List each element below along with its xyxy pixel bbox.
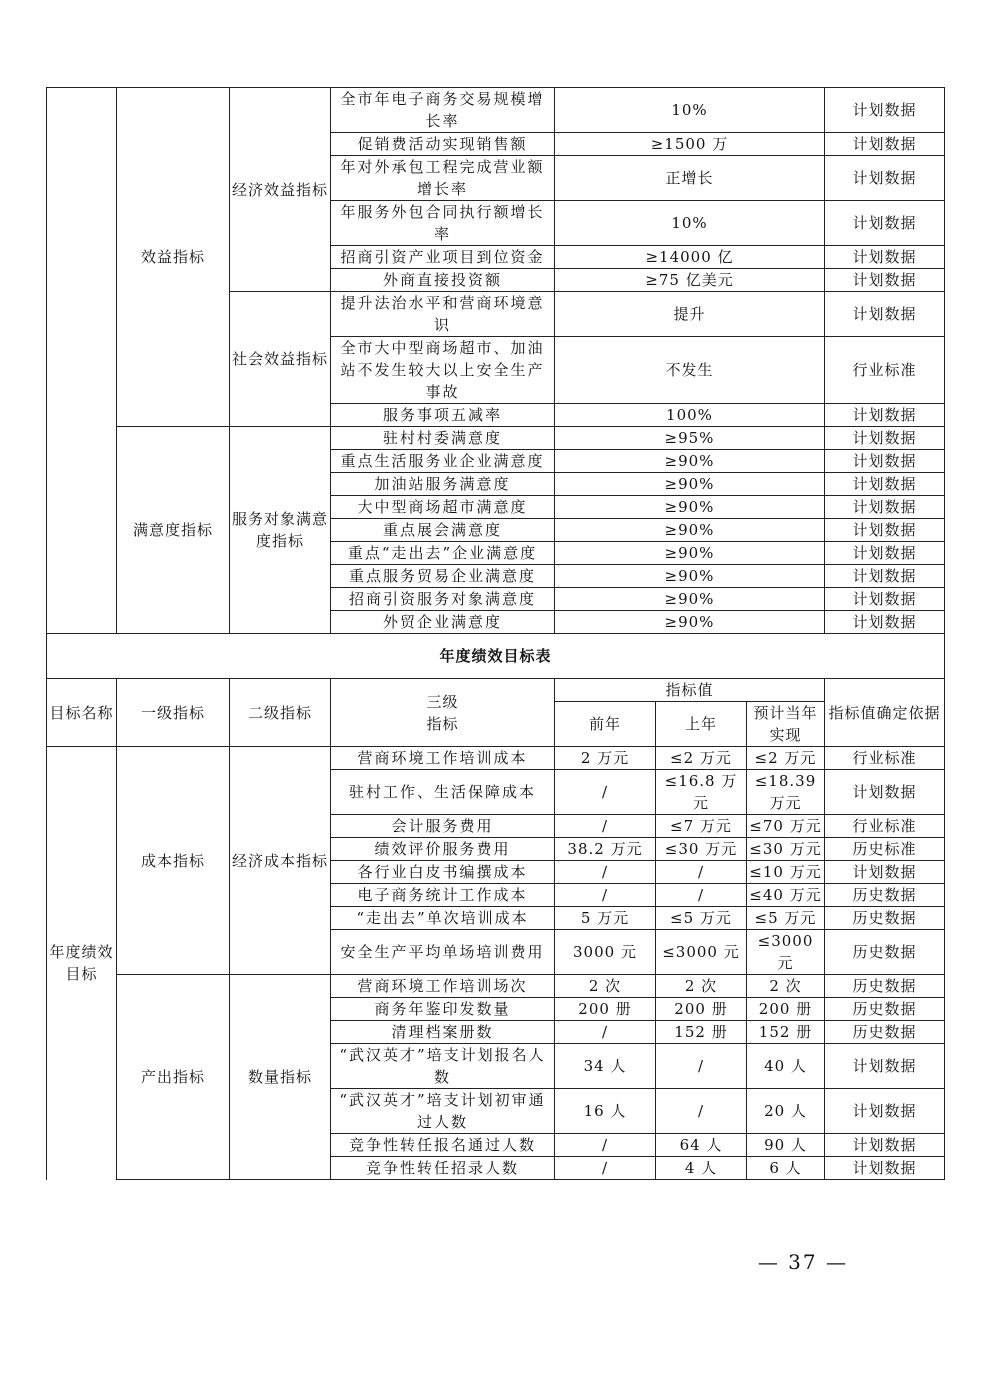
indicator-name: 安全生产平均单场培训费用 — [331, 930, 555, 975]
indicator-basis: 历史数据 — [825, 884, 945, 907]
indicator-basis: 计划数据 — [825, 542, 945, 565]
indicator-basis: 历史数据 — [825, 975, 945, 998]
indicator-basis: 计划数据 — [825, 88, 945, 133]
indicator-basis: 计划数据 — [825, 404, 945, 427]
section-title-row — [47, 634, 945, 679]
indicator-value: ≥90% — [555, 473, 825, 496]
indicator-basis: 历史数据 — [825, 907, 945, 930]
indicator-value: 100% — [555, 404, 825, 427]
value-last: 4 人 — [656, 1157, 747, 1180]
performance-table — [46, 87, 944, 1180]
value-expected: ≤18.39 万元 — [747, 770, 825, 815]
indicator-basis: 计划数据 — [825, 133, 945, 156]
value-expected: ≤70 万元 — [747, 815, 825, 838]
value-prev: / — [555, 1157, 656, 1180]
header-level1: 一级指标 — [117, 679, 230, 747]
value-last: / — [656, 884, 747, 907]
indicator-basis: 计划数据 — [825, 770, 945, 815]
value-prev: 5 万元 — [555, 907, 656, 930]
value-prev: / — [555, 884, 656, 907]
indicator-name: 招商引资产业项目到位资金 — [331, 246, 555, 269]
indicator-basis: 历史数据 — [825, 1021, 945, 1044]
header-expected: 预计当年实现 — [747, 702, 825, 747]
header-level3 — [331, 679, 555, 747]
indicator-basis: 计划数据 — [825, 156, 945, 201]
level1-cost: 成本指标 — [117, 747, 230, 975]
value-last: / — [656, 1044, 747, 1089]
indicator-value: 10% — [555, 88, 825, 133]
value-prev: / — [555, 861, 656, 884]
value-last: / — [656, 861, 747, 884]
value-expected: ≤5 万元 — [747, 907, 825, 930]
indicator-value: ≥75 亿美元 — [555, 269, 825, 292]
value-expected: 152 册 — [747, 1021, 825, 1044]
header-level2: 二级指标 — [230, 679, 331, 747]
header-last-year: 上年 — [656, 702, 747, 747]
indicator-value: ≥90% — [555, 565, 825, 588]
table-row — [47, 975, 945, 998]
indicator-name: 服务事项五减率 — [331, 404, 555, 427]
value-prev: 16 人 — [555, 1089, 656, 1134]
indicator-basis: 计划数据 — [825, 519, 945, 542]
indicator-basis: 计划数据 — [825, 246, 945, 269]
value-prev: 34 人 — [555, 1044, 656, 1089]
indicator-basis: 计划数据 — [825, 292, 945, 337]
page-number: — 37 — — [757, 1250, 848, 1274]
value-expected: ≤2 万元 — [747, 747, 825, 770]
value-expected: 40 人 — [747, 1044, 825, 1089]
table-row — [47, 747, 945, 770]
value-expected: 6 人 — [747, 1157, 825, 1180]
value-last: 200 册 — [656, 998, 747, 1021]
indicator-name: 会计服务费用 — [331, 815, 555, 838]
indicator-value: ≥95% — [555, 427, 825, 450]
indicator-basis: 行业标准 — [825, 337, 945, 404]
value-expected: 2 次 — [747, 975, 825, 998]
indicator-value: ≥90% — [555, 542, 825, 565]
indicator-name: 外商直接投资额 — [331, 269, 555, 292]
indicator-value: ≥90% — [555, 519, 825, 542]
value-expected: 90 人 — [747, 1134, 825, 1157]
indicator-basis: 计划数据 — [825, 1157, 945, 1180]
indicator-basis: 计划数据 — [825, 565, 945, 588]
indicator-name: 促销费活动实现销售额 — [331, 133, 555, 156]
value-prev: / — [555, 770, 656, 815]
value-expected: 20 人 — [747, 1089, 825, 1134]
value-prev: 3000 元 — [555, 930, 656, 975]
value-prev: 2 次 — [555, 975, 656, 998]
header-row — [47, 679, 945, 702]
indicator-name: 清理档案册数 — [331, 1021, 555, 1044]
indicator-name: 驻村村委满意度 — [331, 427, 555, 450]
value-last: 2 次 — [656, 975, 747, 998]
target-name: 年度绩效目标 — [47, 747, 117, 1180]
value-last: ≤3000 元 — [656, 930, 747, 975]
header-level3-line2: 指标 — [426, 714, 459, 733]
indicator-name: 驻村工作、生活保障成本 — [331, 770, 555, 815]
indicator-basis: 计划数据 — [825, 1044, 945, 1089]
value-prev: / — [555, 1134, 656, 1157]
indicator-value: ≥90% — [555, 496, 825, 519]
indicator-basis: 计划数据 — [825, 473, 945, 496]
indicator-name: 重点生活服务业企业满意度 — [331, 450, 555, 473]
indicator-name: 重点“走出去”企业满意度 — [331, 542, 555, 565]
level2-economic-cost: 经济成本指标 — [230, 747, 331, 975]
indicator-basis: 计划数据 — [825, 1134, 945, 1157]
indicator-name: 外贸企业满意度 — [331, 611, 555, 634]
indicator-basis: 历史标准 — [825, 838, 945, 861]
indicator-basis: 计划数据 — [825, 588, 945, 611]
header-value-group: 指标值 — [555, 679, 825, 702]
indicator-basis: 计划数据 — [825, 427, 945, 450]
header-level3-line1: 三级 — [426, 692, 459, 711]
indicator-name: 竞争性转任招录人数 — [331, 1157, 555, 1180]
header-target-name: 目标名称 — [47, 679, 117, 747]
value-last: ≤2 万元 — [656, 747, 747, 770]
indicator-basis: 计划数据 — [825, 1089, 945, 1134]
indicator-value: 提升 — [555, 292, 825, 337]
table-row — [47, 427, 945, 450]
value-prev: 38.2 万元 — [555, 838, 656, 861]
section-title: 年度绩效目标表 — [47, 634, 945, 679]
indicator-basis: 计划数据 — [825, 611, 945, 634]
value-prev: / — [555, 1021, 656, 1044]
indicator-name: 营商环境工作培训成本 — [331, 747, 555, 770]
level1-satisfaction: 满意度指标 — [117, 427, 230, 634]
value-expected: ≤40 万元 — [747, 884, 825, 907]
indicator-value: ≥90% — [555, 450, 825, 473]
indicator-name: 营商环境工作培训场次 — [331, 975, 555, 998]
indicator-value: ≥14000 亿 — [555, 246, 825, 269]
value-last: / — [656, 1089, 747, 1134]
indicator-value: 正增长 — [555, 156, 825, 201]
value-prev: 2 万元 — [555, 747, 656, 770]
performance-table-grid — [46, 87, 945, 1180]
indicator-name: 招商引资服务对象满意度 — [331, 588, 555, 611]
level1-output: 产出指标 — [117, 975, 230, 1180]
header-basis: 指标值确定依据 — [825, 679, 945, 747]
indicator-basis: 计划数据 — [825, 861, 945, 884]
indicator-name: 绩效评价服务费用 — [331, 838, 555, 861]
level2-economic-benefit: 经济效益指标 — [230, 88, 331, 292]
level2-service-satisfaction: 服务对象满意度指标 — [230, 427, 331, 634]
indicator-basis: 计划数据 — [825, 496, 945, 519]
value-last: 152 册 — [656, 1021, 747, 1044]
indicator-name: 加油站服务满意度 — [331, 473, 555, 496]
indicator-basis: 计划数据 — [825, 201, 945, 246]
value-last: 64 人 — [656, 1134, 747, 1157]
indicator-basis: 历史数据 — [825, 998, 945, 1021]
indicator-name: 各行业白皮书编撰成本 — [331, 861, 555, 884]
indicator-basis: 计划数据 — [825, 450, 945, 473]
indicator-name: 竞争性转任报名通过人数 — [331, 1134, 555, 1157]
value-last: ≤5 万元 — [656, 907, 747, 930]
indicator-name: “武汉英才”培支计划报名人数 — [331, 1044, 555, 1089]
target-name-cell-empty — [47, 88, 117, 634]
level2-social-benefit: 社会效益指标 — [230, 292, 331, 427]
indicator-basis: 行业标准 — [825, 815, 945, 838]
value-prev: 200 册 — [555, 998, 656, 1021]
indicator-name: “走出去”单次培训成本 — [331, 907, 555, 930]
value-prev: / — [555, 815, 656, 838]
indicator-name: “武汉英才”培支计划初审通过人数 — [331, 1089, 555, 1134]
indicator-basis: 计划数据 — [825, 269, 945, 292]
value-expected: 200 册 — [747, 998, 825, 1021]
indicator-name: 年服务外包合同执行额增长率 — [331, 201, 555, 246]
indicator-value: 不发生 — [555, 337, 825, 404]
indicator-basis: 行业标准 — [825, 747, 945, 770]
indicator-value: ≥90% — [555, 611, 825, 634]
value-last: ≤16.8 万元 — [656, 770, 747, 815]
indicator-name: 年对外承包工程完成营业额增长率 — [331, 156, 555, 201]
header-prev-year: 前年 — [555, 702, 656, 747]
indicator-value: 10% — [555, 201, 825, 246]
indicator-value: ≥1500 万 — [555, 133, 825, 156]
indicator-basis: 历史数据 — [825, 930, 945, 975]
indicator-name: 重点展会满意度 — [331, 519, 555, 542]
level2-quantity: 数量指标 — [230, 975, 331, 1180]
table-row — [47, 88, 945, 133]
value-last: ≤30 万元 — [656, 838, 747, 861]
indicator-name: 提升法治水平和营商环境意识 — [331, 292, 555, 337]
level1-benefit: 效益指标 — [117, 88, 230, 427]
value-expected: ≤3000 元 — [747, 930, 825, 975]
indicator-name: 商务年鉴印发数量 — [331, 998, 555, 1021]
indicator-name: 重点服务贸易企业满意度 — [331, 565, 555, 588]
indicator-name: 大中型商场超市满意度 — [331, 496, 555, 519]
indicator-value: ≥90% — [555, 588, 825, 611]
indicator-name: 全市大中型商场超市、加油站不发生较大以上安全生产事故 — [331, 337, 555, 404]
value-expected: ≤30 万元 — [747, 838, 825, 861]
indicator-name: 全市年电子商务交易规模增长率 — [331, 88, 555, 133]
indicator-name: 电子商务统计工作成本 — [331, 884, 555, 907]
value-last: ≤7 万元 — [656, 815, 747, 838]
value-expected: ≤10 万元 — [747, 861, 825, 884]
